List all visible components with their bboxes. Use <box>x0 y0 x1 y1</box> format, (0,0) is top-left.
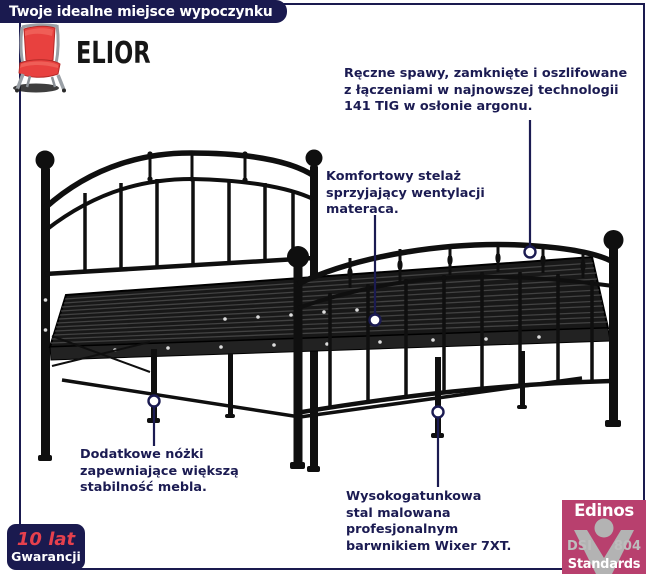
certificate-badge <box>562 500 646 574</box>
annotation-legs-line1: Dodatkowe nóżki <box>80 447 204 462</box>
annotation-welds-line2: z łączeniami w najnowszej technologii <box>344 82 619 98</box>
annotation-welds <box>344 66 627 116</box>
annotation-steel-line2: stal malowana <box>346 505 451 521</box>
annotation-slats <box>326 169 485 219</box>
cert-brand: Edinos <box>574 501 634 520</box>
annotation-welds-line3: 141 TIG w osłonie argonu. <box>344 99 533 114</box>
top-banner <box>0 0 287 23</box>
warranty-label: Gwarancji <box>11 549 81 564</box>
callout-ring-legs <box>149 396 160 407</box>
annotation-legs-line3: stabilność mebla. <box>80 480 207 495</box>
warranty-badge <box>7 524 85 570</box>
annotation-steel-line3: profesjonalnym <box>346 522 459 537</box>
brand-name: ELIOR <box>76 36 151 71</box>
annotation-slats-line2: sprzyjający wentylacji <box>326 185 485 201</box>
callout-ring-slats <box>370 315 381 326</box>
annotation-steel-line1: Wysokogatunkowa <box>346 489 482 504</box>
banner-text: Twoje idealne miejsce wypoczynku <box>9 3 273 20</box>
annotation-slats-line3: materaca. <box>326 202 399 217</box>
annotation-welds-line1: Ręczne spawy, zamknięte i oszlifowane <box>344 66 628 81</box>
annotation-slats-line1: Komfortowy stelaż <box>326 169 461 184</box>
cert-code-left: DSI <box>567 539 592 554</box>
annotation-legs <box>80 447 239 497</box>
callout-ring-welds <box>525 247 536 258</box>
cert-code-right: 804 <box>613 539 641 554</box>
annotation-legs-line2: zapewniające większą <box>80 463 239 479</box>
cert-label: Standards <box>567 557 641 572</box>
annotation-steel <box>346 489 511 555</box>
warranty-years: 10 lat <box>16 529 76 550</box>
annotation-steel-line4: barwnikiem Wixer 7XT. <box>346 538 512 554</box>
red-chair-icon <box>12 22 68 94</box>
callout-ring-steel <box>433 407 444 418</box>
